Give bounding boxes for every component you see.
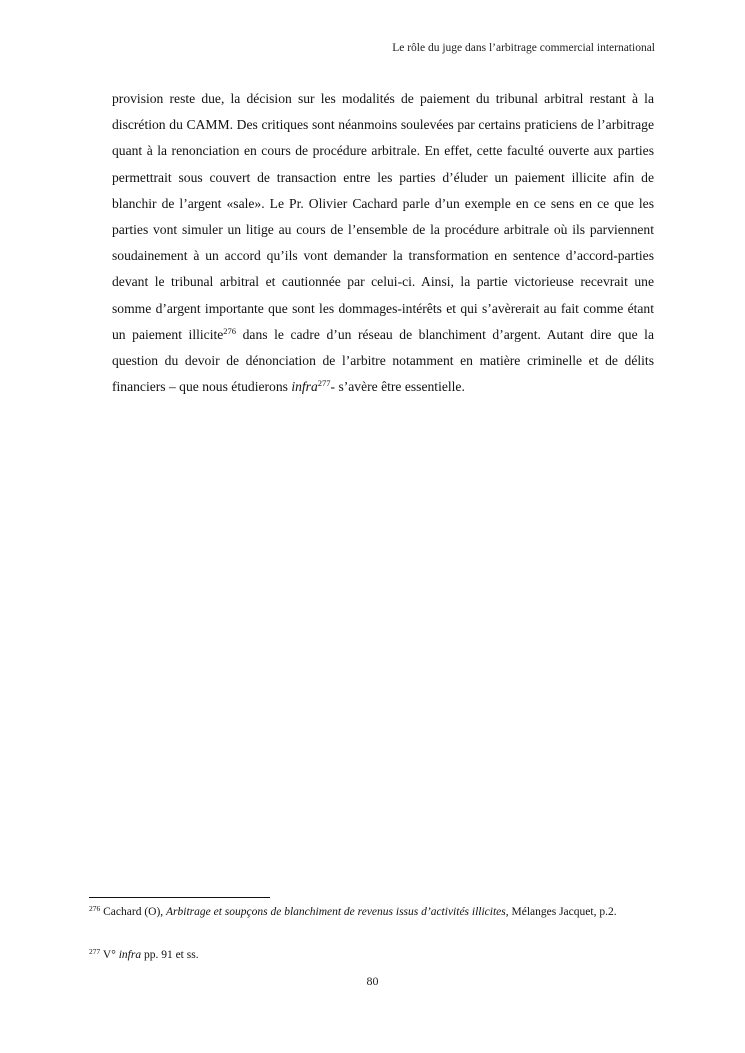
footnote-276-title: Arbitrage et soupçons de blanchiment de revenus issus d’activités illicites [166,906,506,918]
body-text-part-1: provision reste due, la décision sur les modalités de paiement du tribunal arbitral restant à la discrétion du CAMM. Des critiques sont néanmoins soulevées par certains praticiens de l’arbitrage quant à la renonciation en cours de procédure arbitrale. En effet, cette faculté ouverte aux parties permettrait sous couvert de transaction entre les parties d’éluder un paiement illicite afin de blanchir de l’argent «sale». Le Pr. Olivier Cachard parle d’un exemple en ce sens en ce que les parties vont simuler un litige au cours de l’ensemble de la procédure arbitrale où ils parviennent soudainement à un accord qu’ils vont demander la transformation en sentence d’accord-parties devant le tribunal arbitral et cautionnée par celui-ci. Ainsi, la partie victorieuse recevrait une somme d’argent importante que sont les dommages-intérêts et qui s’avèrerait au fait comme étant un paiement illicite [112,91,654,342]
footnote-277 [89,946,654,964]
page-number: 80 [366,974,379,988]
body-text-part-2: dans le cadre d’un réseau de blanchiment d’argent. Autant dire que la question du devoir de dénonciation de l’arbitre notamment en matière criminelle et de délits financiers – que nous étudierons [112,326,654,395]
italic-infra: infra [291,379,318,395]
running-header: Le rôle du juge dans l’arbitrage commercial international [392,42,655,54]
footnote-ref-277[interactable]: 277 [317,378,331,389]
footnote-277-prefix: V° [100,949,119,961]
footnote-divider [89,897,270,898]
footnote-276-rest: , Mélanges Jacquet, p.2. [505,906,617,918]
footnote-277-italic: infra [118,949,142,961]
body-paragraph [112,86,654,400]
footnote-276-author: Cachard (O), [100,906,167,918]
footnote-number-276: 276 [89,904,101,913]
footnote-277-rest: pp. 91 et ss. [141,949,199,961]
footnote-ref-276[interactable]: 276 [223,325,237,336]
footnote-276 [89,903,654,921]
body-text-part-3: - s’avère être essentielle. [330,379,465,395]
footnote-number-277: 277 [89,947,101,956]
